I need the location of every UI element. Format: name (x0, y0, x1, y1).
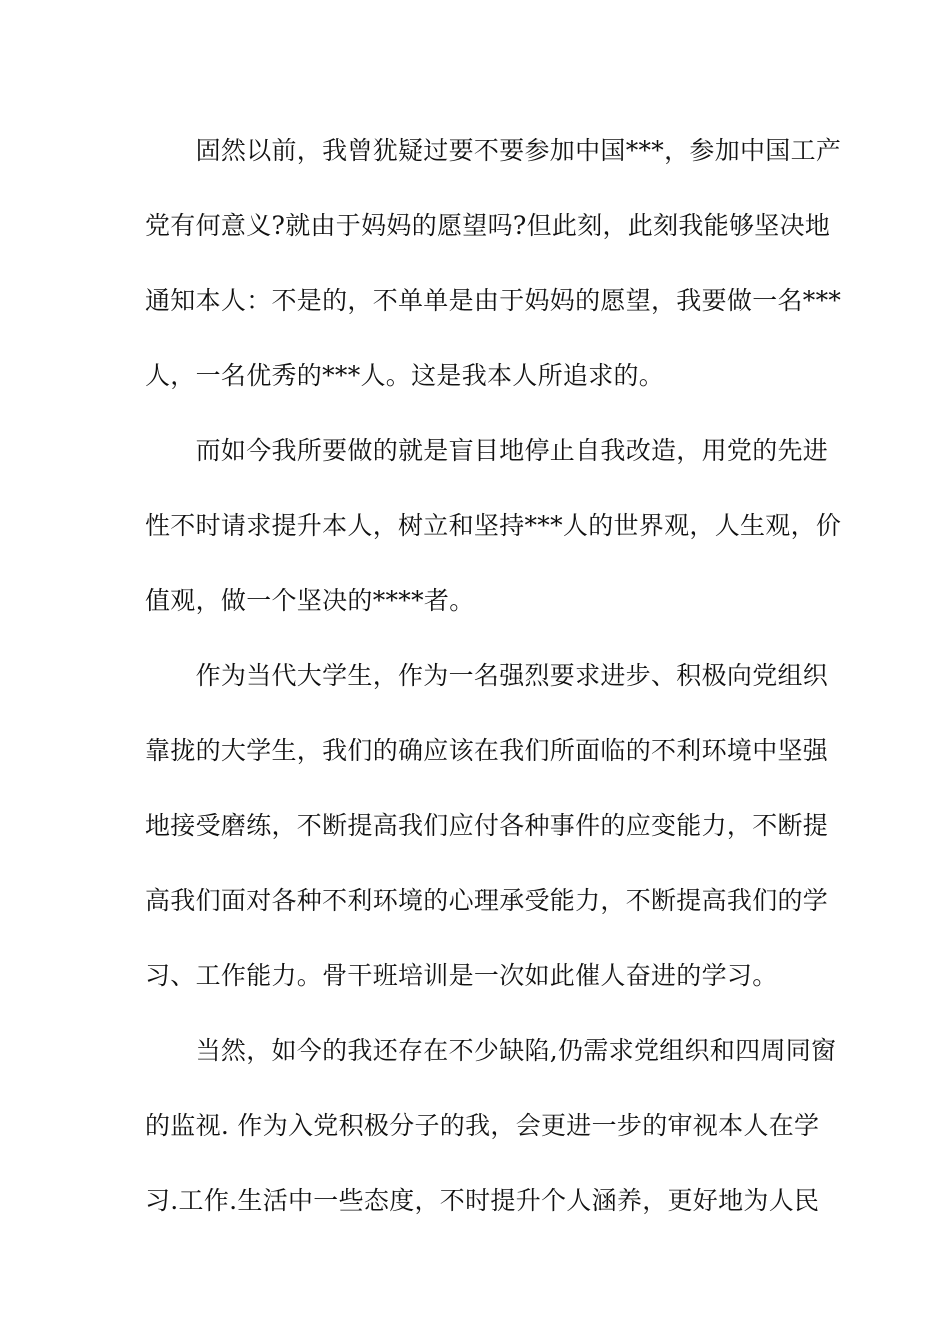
text-line: 人，一名优秀的***人。这是我本人所追求的。 (145, 361, 665, 390)
text-line: 性不时请求提升本人，树立和坚持***人的世界观，人生观，价 (145, 511, 842, 540)
text-line: 通知本人：不是的，不单单是由于妈妈的愿望，我要做一名*** (145, 286, 842, 315)
text-line: 作为当代大学生，作为一名强烈要求进步、积极向党组织 (145, 661, 829, 690)
text-line: 地接受磨练，不断提高我们应付各种事件的应变能力，不断提 (145, 811, 829, 840)
text-line: 而如今我所要做的就是盲目地停止自我改造，用党的先进 (145, 436, 829, 465)
text-line: 的监视. 作为入党积极分子的我，会更进一步的审视本人在学 (145, 1111, 820, 1140)
text-line: 靠拢的大学生，我们的确应该在我们所面临的不利环境中坚强 (145, 736, 829, 765)
text-line: 固然以前，我曾犹疑过要不要参加中国***，参加中国工产 (145, 136, 842, 165)
text-line: 党有何意义?就由于妈妈的愿望吗?但此刻，此刻我能够坚决地 (145, 211, 831, 240)
text-line: 习.工作.生活中一些态度，不时提升个人涵养，更好地为人民 (145, 1186, 820, 1215)
text-line: 当然，如今的我还存在不少缺陷,仍需求党组织和四周同窗 (145, 1036, 837, 1065)
text-line: 值观，做一个坚决的****者。 (145, 586, 475, 615)
text-line: 高我们面对各种不利环境的心理承受能力，不断提高我们的学 (145, 886, 829, 915)
text-line: 习、工作能力。骨干班培训是一次如此催人奋进的学习。 (145, 961, 778, 990)
